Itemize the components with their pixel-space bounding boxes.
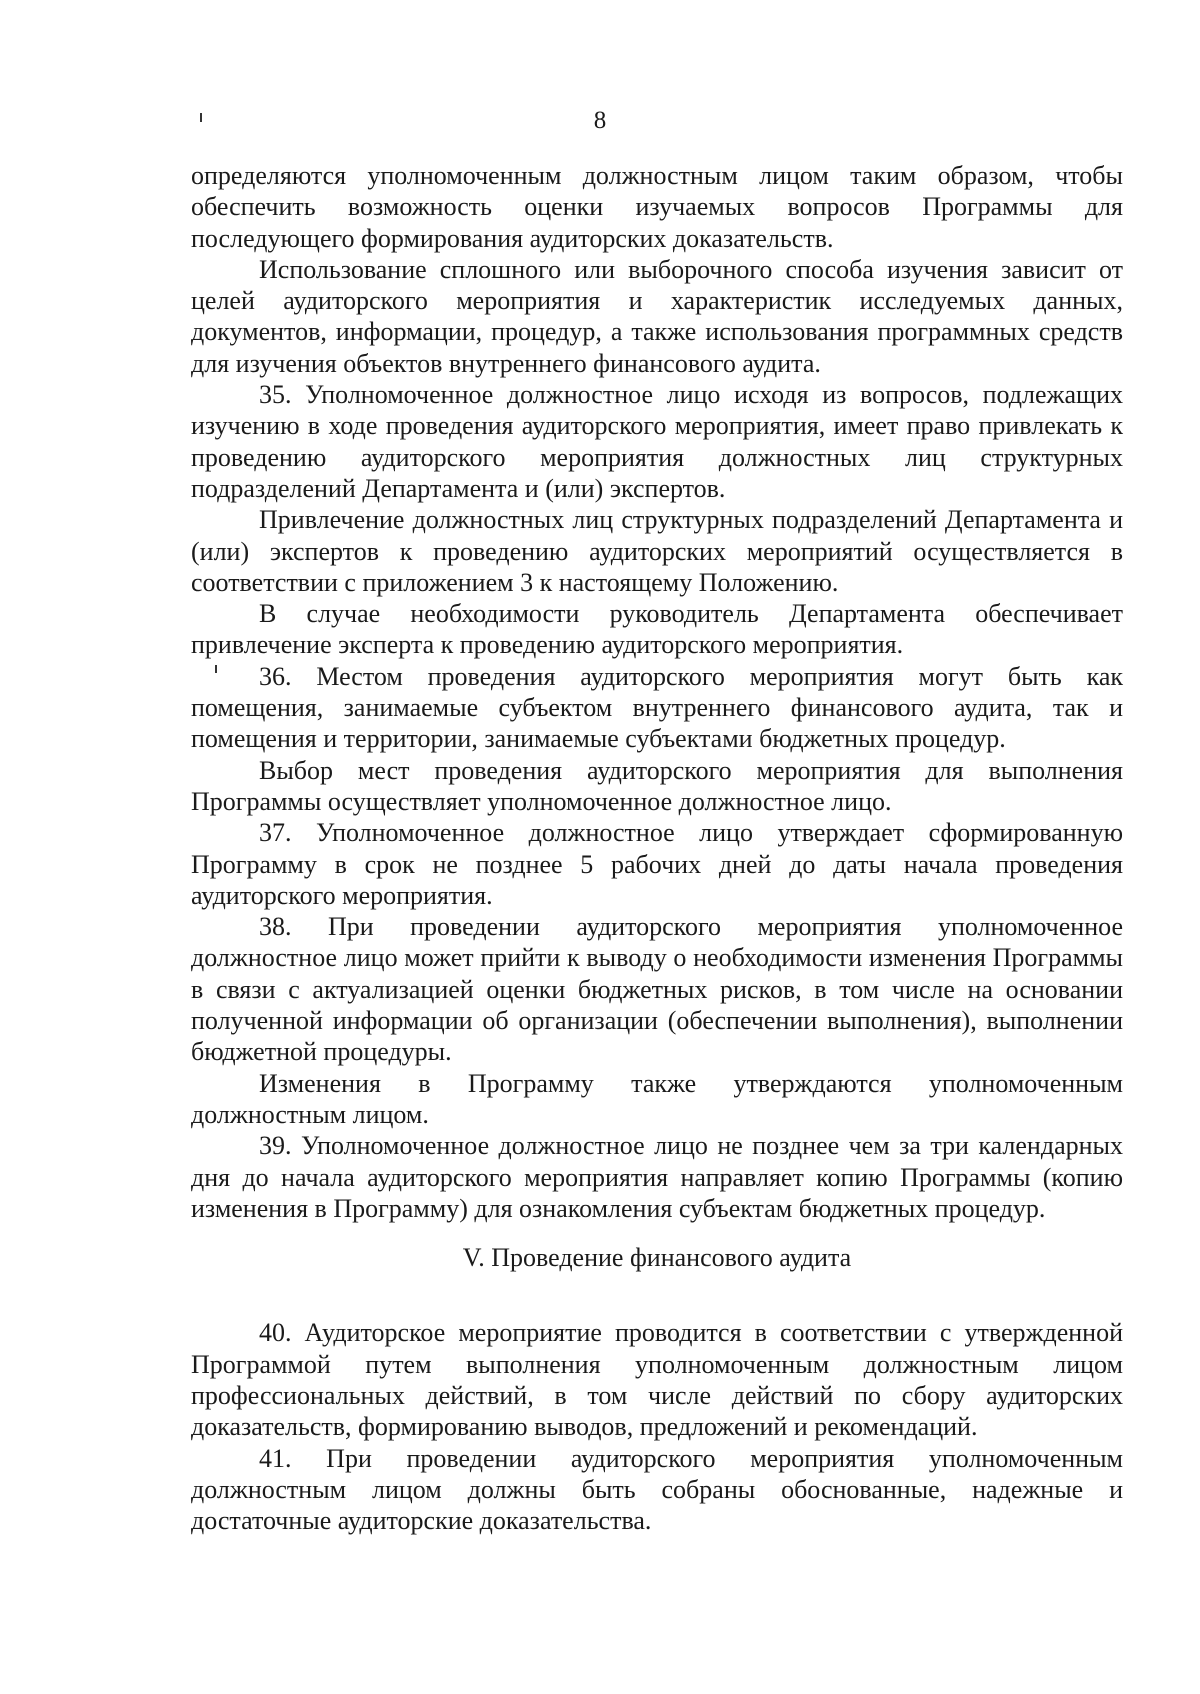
paragraph: 36. Местом проведения аудиторского мероприятия могут быть как помещения, занимаемые субъектом внутреннего финансового аудита, так и помещения и территории, занимаемые субъектами бюджетных процедур.: [191, 661, 1123, 754]
paragraph: В случае необходимости руководитель Департамента обеспечивает привлечение эксперта к проведению аудиторского мероприятия.: [191, 599, 1123, 660]
paragraph: 40. Аудиторское мероприятие проводится в соответствии с утвержденной Программой путем выполнения уполномоченным должностным лицом профессиональных действий, в том числе действий по сбору аудиторских доказательств, формированию выводов, предложений и рекомендаций.: [191, 1318, 1123, 1442]
paragraph: 35. Уполномоченное должностное лицо исходя из вопросов, подлежащих изучению в ходе проведения аудиторского мероприятия, имеет право привлекать к проведению аудиторского мероприятия должностных лиц структурных подразделений Департамента и (или) экспертов.: [191, 380, 1123, 503]
paragraph: определяются уполномоченным должностным лицом таким образом, чтобы обеспечить возможность оценки изучаемых вопросов Программы для последующего формирования аудиторских доказательств.: [191, 161, 1123, 253]
paragraph: 37. Уполномоченное должностное лицо утверждает сформированную Программу в срок не позднее 5 рабочих дней до даты начала проведения аудиторского мероприятия.: [191, 818, 1123, 910]
paragraph: Изменения в Программу также утверждаются уполномоченным должностным лицом.: [191, 1068, 1123, 1129]
section-heading: V. Проведение финансового аудита: [462, 1243, 852, 1273]
page-number: 8: [593, 107, 607, 134]
paragraph: 38. При проведении аудиторского мероприятия уполномоченное должностное лицо может прийти к выводу о необходимости изменения Программы в связи с актуализацией оценки бюджетных рисков, в том числе на основании полученной информации об организации (обеспечении выполнения), выполнении бюджетной процедуры.: [191, 912, 1123, 1067]
paragraph: Привлечение должностных лиц структурных подразделений Департамента и (или) экспертов к проведению аудиторских мероприятий осуществляется в соответствии с приложением 3 к настоящему Положению.: [191, 505, 1123, 597]
paragraph: 39. Уполномоченное должностное лицо не позднее чем за три календарных дня до начала аудиторского мероприятия направляет копию Программы (копию изменения в Программу) для ознакомления субъектам бюджетных процедур.: [191, 1131, 1123, 1223]
paragraph: Использование сплошного или выборочного способа изучения зависит от целей аудиторского мероприятия и характеристик исследуемых данных, документов, информации, процедур, а также использования программных средств для изучения объектов внутреннего финансового аудита.: [191, 254, 1123, 378]
paragraph: Выбор мест проведения аудиторского мероприятия для выполнения Программы осуществляет уполномоченное должностное лицо.: [191, 755, 1123, 816]
paragraph: 41. При проведении аудиторского мероприятия уполномоченным должностным лицом должны быть собраны обоснованные, надежные и достаточные аудиторские доказательства.: [191, 1443, 1123, 1536]
document-body: [191, 160, 1123, 1536]
